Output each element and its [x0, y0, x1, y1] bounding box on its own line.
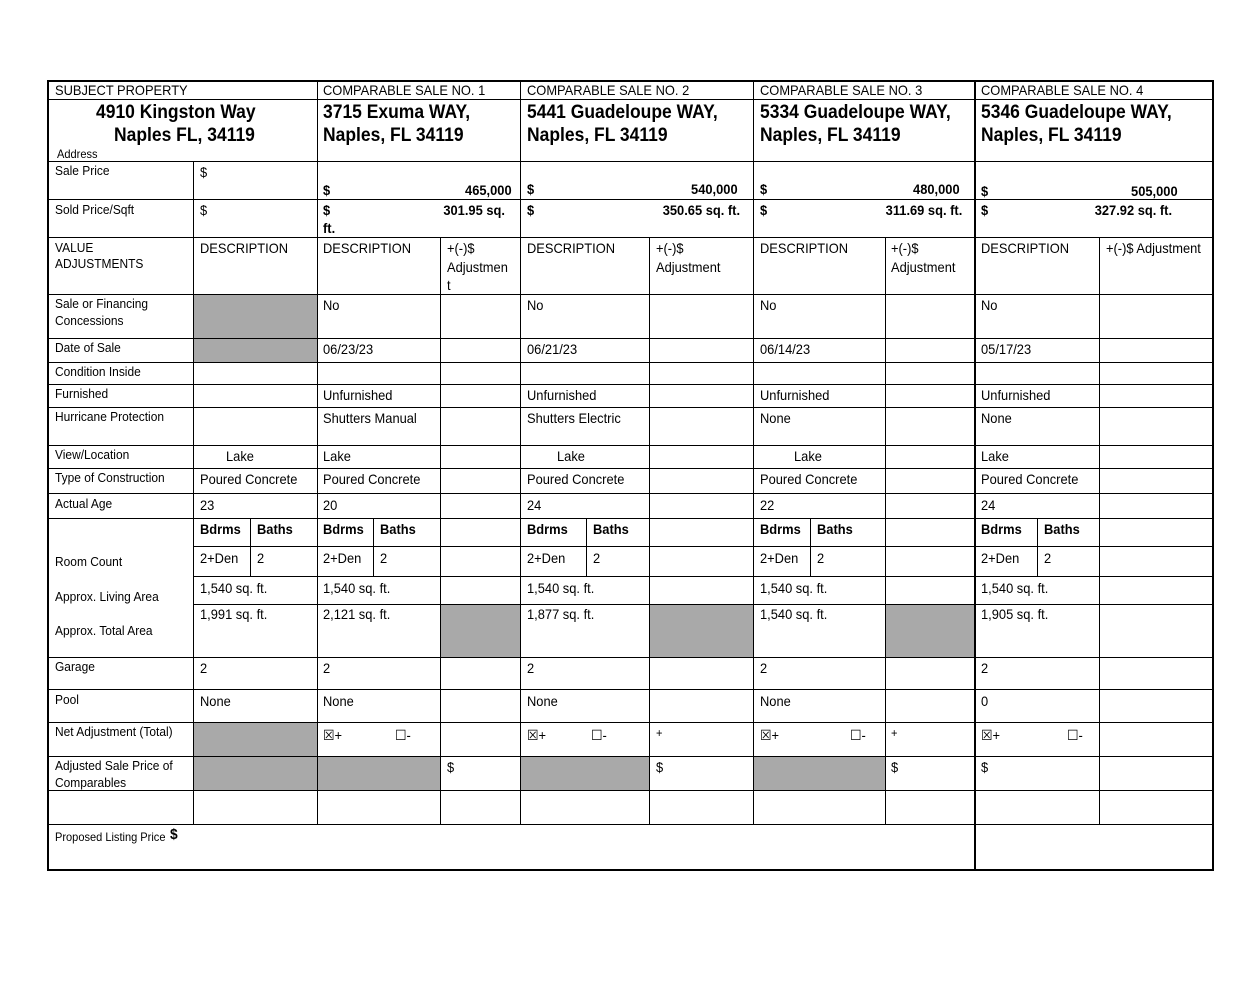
subject-address-line2: Naples FL, 34119	[114, 125, 255, 146]
comp4-sale-price: 505,000	[1131, 183, 1178, 199]
comp1-net-plus-checkbox[interactable]: ☒+	[323, 727, 343, 743]
comp1-age: 20	[323, 497, 338, 513]
comp1-total-area: 2,121 sq. ft.	[323, 606, 391, 622]
comp3-concessions: No	[760, 297, 777, 313]
comp2-view: Lake	[557, 448, 585, 464]
comp2-age: 24	[527, 497, 542, 513]
comp1-psf-dollar: $	[323, 202, 331, 218]
comp4-furnished: Unfurnished	[981, 387, 1051, 403]
comp2-description-header: DESCRIPTION	[527, 240, 616, 256]
comp3-baths-header: Baths	[817, 521, 853, 537]
comp1-baths: 2	[380, 550, 388, 566]
comp2-pool: None	[527, 693, 558, 709]
hurricane-protection-label: Hurricane Protection	[55, 409, 165, 424]
comp4-living-area: 1,540 sq. ft.	[981, 580, 1049, 596]
comp1-adjustment-header-end: t	[447, 277, 451, 293]
comp3-pool: None	[760, 693, 791, 709]
comp2-furnished: Unfurnished	[527, 387, 597, 403]
subject-age: 23	[200, 497, 215, 513]
comp3-sale-price-dollar: $	[760, 181, 768, 197]
sale-price-label: Sale Price	[55, 163, 110, 178]
subject-baths-header: Baths	[257, 521, 293, 537]
comp2-concessions: No	[527, 297, 544, 313]
comp2-living-area: 1,540 sq. ft.	[527, 580, 595, 596]
comp1-bdrms-header: Bdrms	[323, 521, 364, 537]
comp2-adjusted-dollar: $	[656, 759, 664, 775]
proposed-listing-price-dollar: $	[170, 826, 178, 843]
comp1-sale-price-dollar: $	[323, 182, 331, 198]
net-adjustment-label: Net Adjustment (Total)	[55, 724, 173, 739]
comp1-sale-price: 465,000	[465, 182, 512, 198]
total-area-label: Approx. Total Area	[55, 623, 153, 638]
subject-living-area: 1,540 sq. ft.	[200, 580, 268, 596]
comp2-date: 06/21/23	[527, 341, 578, 357]
proposed-listing-price-label: Proposed Listing Price	[55, 830, 166, 844]
comp2-hurricane: Shutters Electric	[527, 410, 621, 426]
subject-view: Lake	[226, 448, 254, 464]
subject-baths: 2	[257, 550, 265, 566]
subject-bdrms: 2+Den	[200, 550, 239, 566]
comp1-adjustment-header: +(-)$	[447, 240, 475, 256]
subject-psf-dollar: $	[200, 202, 208, 218]
sale-financing-label-1: Sale or Financing	[55, 296, 149, 311]
comp1-description-header: DESCRIPTION	[323, 240, 412, 256]
comp4-total-area: 1,905 sq. ft.	[981, 606, 1049, 622]
comp2-psf-dollar: $	[527, 202, 535, 218]
comp1-header: COMPARABLE SALE NO. 1	[323, 82, 486, 98]
construction-label: Type of Construction	[55, 470, 165, 485]
subject-construction: Poured Concrete	[200, 471, 298, 487]
comp3-sale-price: 480,000	[913, 181, 960, 197]
shaded-cell	[194, 339, 317, 362]
comp3-description-header: DESCRIPTION	[760, 240, 849, 256]
sold-price-sqft-label: Sold Price/Sqft	[55, 202, 135, 217]
adjusted-sale-price-label-2: Comparables	[55, 775, 127, 790]
date-of-sale-label: Date of Sale	[55, 340, 121, 355]
shaded-cell	[521, 757, 649, 790]
comp4-bdrms: 2+Den	[981, 550, 1020, 566]
subject-property-header: SUBJECT PROPERTY	[55, 82, 188, 98]
subject-sale-price-dollar: $	[200, 164, 208, 180]
comp1-address-line2: Naples, FL 34119	[323, 125, 464, 146]
comp3-address-line1: 5334 Guadeloupe WAY,	[760, 102, 951, 123]
comp3-view: Lake	[794, 448, 822, 464]
garage-label: Garage	[55, 659, 95, 674]
comp3-construction: Poured Concrete	[760, 471, 858, 487]
comp2-baths-header: Baths	[593, 521, 629, 537]
comp3-address-line2: Naples, FL 34119	[760, 125, 901, 146]
comp4-date: 05/17/23	[981, 341, 1032, 357]
comp4-garage: 2	[981, 660, 989, 676]
comp3-adjustment-header-word: Adjustment	[891, 259, 956, 275]
comp2-total-area: 1,877 sq. ft.	[527, 606, 595, 622]
comp2-sale-price-dollar: $	[527, 181, 535, 197]
comp4-net-minus-checkbox[interactable]: ☐-	[1067, 727, 1083, 743]
comp4-description-header: DESCRIPTION	[981, 240, 1070, 256]
comp4-baths: 2	[1044, 550, 1052, 566]
subject-bdrms-header: Bdrms	[200, 521, 241, 537]
comp2-net-minus-checkbox[interactable]: ☐-	[591, 727, 607, 743]
pool-label: Pool	[55, 692, 79, 707]
comp1-price-per-sqft: 301.95 sq.	[443, 202, 505, 218]
comp2-price-per-sqft: 350.65 sq. ft.	[662, 202, 740, 218]
comp3-age: 22	[760, 497, 775, 513]
actual-age-label: Actual Age	[55, 496, 113, 511]
comp1-concessions: No	[323, 297, 340, 313]
comp1-hurricane: Shutters Manual	[323, 410, 417, 426]
comp2-address-line1: 5441 Guadeloupe WAY,	[527, 102, 718, 123]
comp1-date: 06/23/23	[323, 341, 374, 357]
comp4-age: 24	[981, 497, 996, 513]
comp1-adjustment-header-word: Adjustmen	[447, 259, 508, 275]
condition-inside-label: Condition Inside	[55, 364, 141, 379]
comp3-date: 06/14/23	[760, 341, 811, 357]
subject-address-line1: 4910 Kingston Way	[96, 102, 256, 123]
sale-financing-label-2: Concessions	[55, 313, 124, 328]
shaded-cell	[194, 723, 317, 756]
comp4-pool: 0	[981, 693, 989, 709]
subject-garage: 2	[200, 660, 208, 676]
comp4-net-plus-checkbox[interactable]: ☒+	[981, 727, 1001, 743]
comp4-address-line1: 5346 Guadeloupe WAY,	[981, 102, 1172, 123]
comp2-garage: 2	[527, 660, 535, 676]
shaded-cell	[754, 757, 885, 790]
comp4-adjusted-dollar: $	[981, 759, 989, 775]
comp4-header: COMPARABLE SALE NO. 4	[981, 82, 1144, 98]
subject-description-header: DESCRIPTION	[200, 240, 289, 256]
comp1-adjusted-dollar: $	[447, 759, 455, 775]
comp3-baths: 2	[817, 550, 825, 566]
comp2-baths: 2	[593, 550, 601, 566]
comp2-header: COMPARABLE SALE NO. 2	[527, 82, 690, 98]
comp3-net-plus-checkbox[interactable]: ☒+	[760, 727, 780, 743]
comp3-bdrms: 2+Den	[760, 550, 799, 566]
comp2-bdrms: 2+Den	[527, 550, 566, 566]
comp2-net-plus: +	[656, 726, 663, 740]
comp1-baths-header: Baths	[380, 521, 416, 537]
comp3-furnished: Unfurnished	[760, 387, 830, 403]
address-label: Address	[57, 147, 98, 161]
comp3-garage: 2	[760, 660, 768, 676]
living-area-label: Approx. Living Area	[55, 589, 159, 604]
comp4-view: Lake	[981, 448, 1009, 464]
comp1-psf-ft: ft.	[323, 220, 336, 236]
comp2-net-plus-checkbox[interactable]: ☒+	[527, 727, 547, 743]
adjusted-sale-price-label-1: Adjusted Sale Price of	[55, 758, 173, 773]
comp3-net-minus-checkbox[interactable]: ☐-	[850, 727, 866, 743]
comp2-adjustment-header-word: Adjustment	[656, 259, 721, 275]
furnished-label: Furnished	[55, 386, 109, 401]
comp3-living-area: 1,540 sq. ft.	[760, 580, 828, 596]
comp2-bdrms-header: Bdrms	[527, 521, 568, 537]
comp3-net-plus: +	[891, 726, 898, 740]
comp3-psf-dollar: $	[760, 202, 768, 218]
comp4-price-per-sqft: 327.92 sq. ft.	[1094, 202, 1172, 218]
adjustments-label: ADJUSTMENTS	[55, 256, 144, 271]
comp3-bdrms-header: Bdrms	[760, 521, 801, 537]
comp2-sale-price: 540,000	[691, 181, 738, 197]
comp3-header: COMPARABLE SALE NO. 3	[760, 82, 923, 98]
comp1-net-minus-checkbox[interactable]: ☐-	[395, 727, 411, 743]
comp1-address-line1: 3715 Exuma WAY,	[323, 102, 471, 123]
comp1-pool: None	[323, 693, 354, 709]
shaded-cell	[886, 605, 974, 657]
subject-pool: None	[200, 693, 231, 709]
comp4-adjustment-header: +(-)$ Adjustment	[1106, 240, 1201, 256]
comp4-sale-price-dollar: $	[981, 183, 989, 199]
comp2-construction: Poured Concrete	[527, 471, 625, 487]
comp4-concessions: No	[981, 297, 998, 313]
comp4-bdrms-header: Bdrms	[981, 521, 1022, 537]
comp3-hurricane: None	[760, 410, 791, 426]
comp1-furnished: Unfurnished	[323, 387, 393, 403]
value-label: VALUE	[55, 240, 94, 255]
comp1-bdrms: 2+Den	[323, 550, 362, 566]
comp4-construction: Poured Concrete	[981, 471, 1079, 487]
comp2-address-line2: Naples, FL 34119	[527, 125, 668, 146]
comp2-adjustment-header: +(-)$	[656, 240, 684, 256]
comp4-psf-dollar: $	[981, 202, 989, 218]
comp1-garage: 2	[323, 660, 331, 676]
view-location-label: View/Location	[55, 447, 130, 462]
comp4-address-line2: Naples, FL 34119	[981, 125, 1122, 146]
shaded-cell	[194, 295, 317, 338]
comp3-adjustment-header: +(-)$	[891, 240, 919, 256]
subject-total-area: 1,991 sq. ft.	[200, 606, 268, 622]
comp3-adjusted-dollar: $	[891, 759, 899, 775]
comp3-total-area: 1,540 sq. ft.	[760, 606, 828, 622]
comp4-hurricane: None	[981, 410, 1012, 426]
comp1-construction: Poured Concrete	[323, 471, 421, 487]
shaded-cell	[441, 605, 520, 657]
room-count-label: Room Count	[55, 554, 123, 569]
comp3-price-per-sqft: 311.69 sq. ft.	[885, 202, 962, 218]
comp1-living-area: 1,540 sq. ft.	[323, 580, 391, 596]
comp1-view: Lake	[323, 448, 351, 464]
comp4-baths-header: Baths	[1044, 521, 1080, 537]
shaded-cell	[650, 605, 753, 657]
